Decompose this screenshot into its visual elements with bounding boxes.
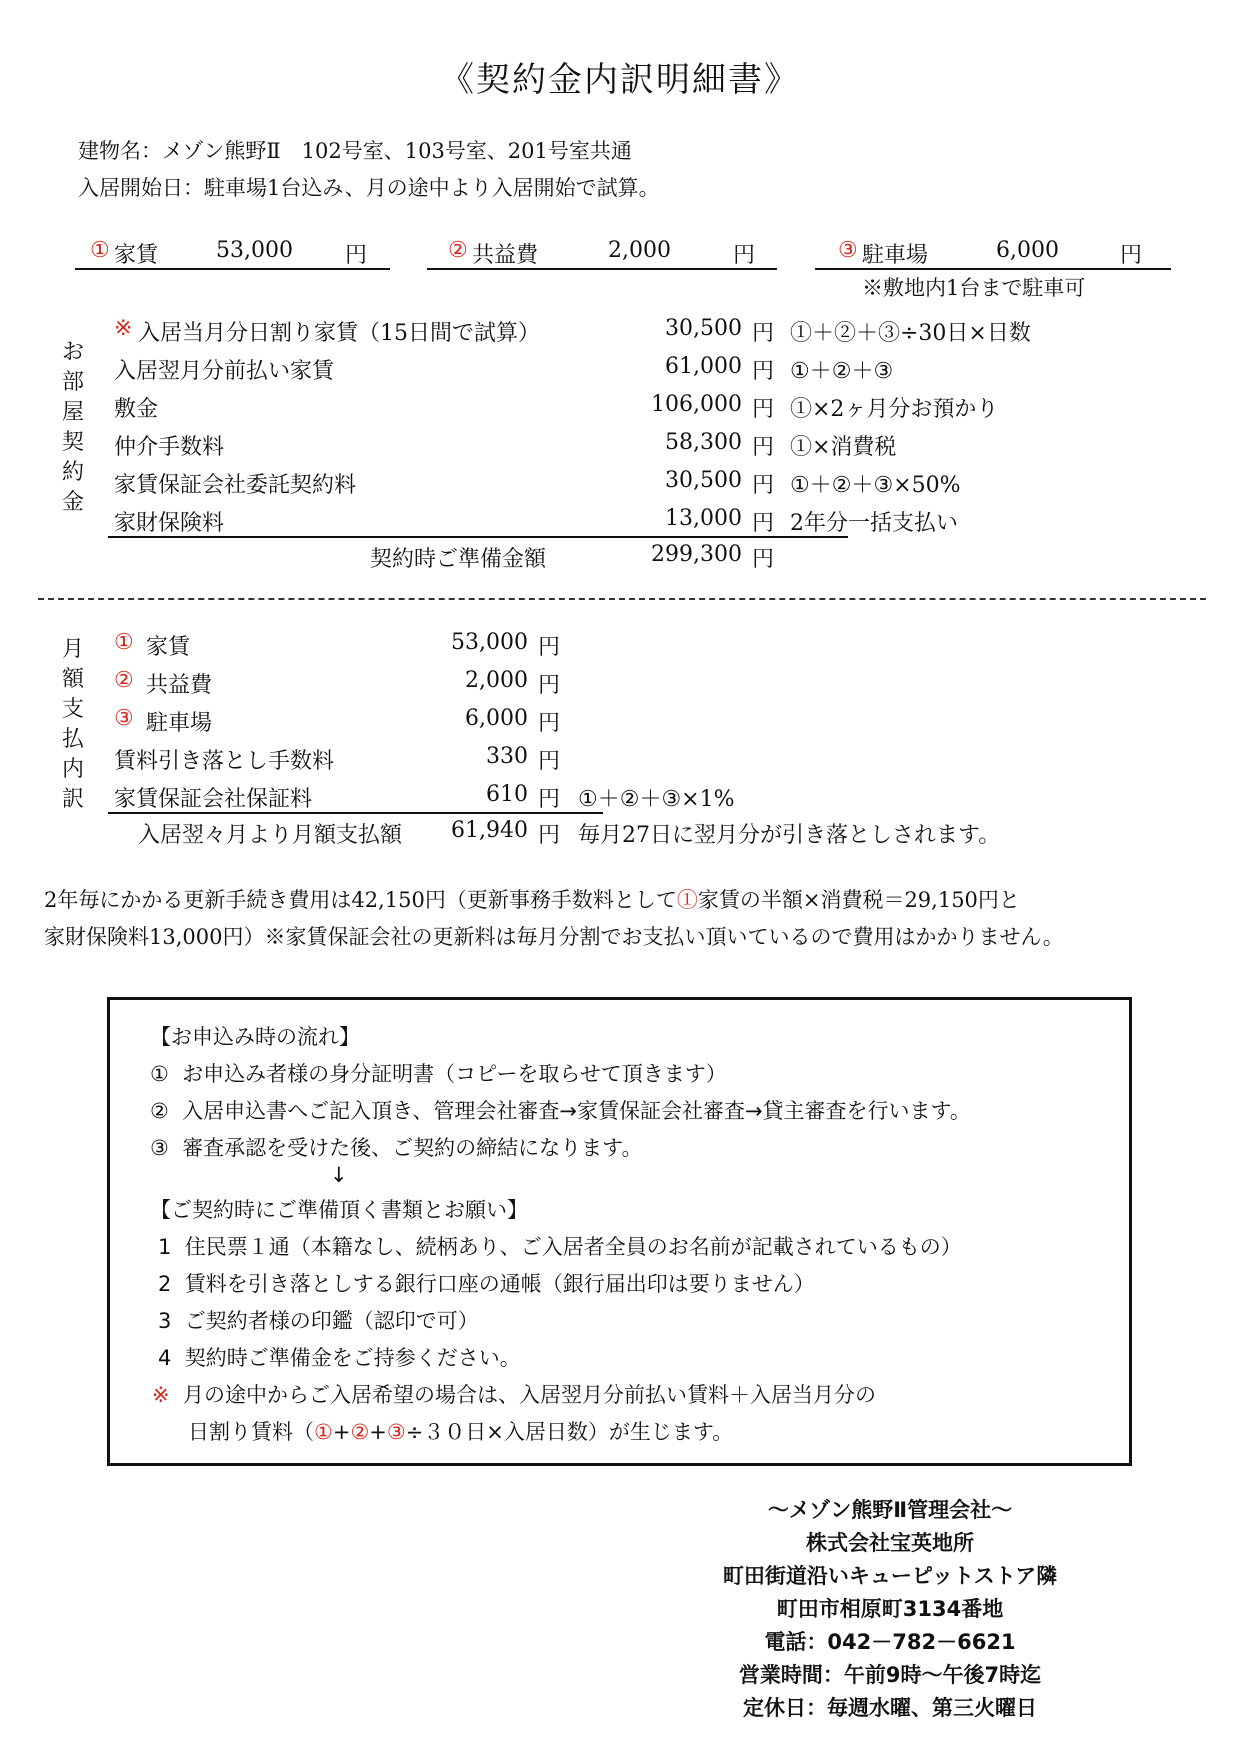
parking-note: ※敷地内1台まで駐車可 <box>862 276 1086 300</box>
flow-heading: 【お申込み時の流れ】 <box>150 1025 360 1049</box>
down-arrow-icon: ↓ <box>330 1163 348 1187</box>
parking-label: 駐車場 <box>862 243 929 268</box>
total-amount: 299,300 <box>651 542 742 567</box>
side-char: 支 <box>61 697 84 722</box>
row-amount: 53,000 <box>451 630 528 655</box>
doc-number: 4 <box>158 1346 172 1370</box>
company-phone: 電話：042－782－6621 <box>764 1630 1016 1654</box>
side-char: 訳 <box>61 787 84 812</box>
total-amount: 61,940 <box>451 818 528 843</box>
row-note: ①＋②＋③×1% <box>578 787 735 812</box>
note-plus: + <box>332 1420 351 1444</box>
row-label: 家賃保証会社委託契約料 <box>114 473 357 498</box>
flow-step <box>150 1095 971 1125</box>
row-note: ①×消費税 <box>790 435 897 460</box>
doc-number: 1 <box>158 1235 172 1259</box>
section-divider <box>38 598 1206 600</box>
doc-text: 賃料を引き落としする銀行口座の通帳（銀行届出印は要りません） <box>184 1272 815 1296</box>
renewal-text: 2年毎にかかる更新手続き費用は42,150円（更新事務手数料として <box>44 888 677 912</box>
total-label: 入居翌々月より月額支払額 <box>138 823 403 848</box>
side-char: 約 <box>61 460 84 485</box>
company-holidays: 定休日：毎週水曜、第三火曜日 <box>743 1696 1037 1720</box>
row-amount: 6,000 <box>465 706 528 731</box>
company-name: 株式会社宝英地所 <box>806 1531 974 1555</box>
note-mark: ③ <box>386 1420 406 1444</box>
contract-side-label <box>58 338 88 518</box>
row-unit: 円 <box>538 673 561 698</box>
rent-mark: ① <box>90 238 110 263</box>
side-char: 金 <box>61 490 84 515</box>
step-text: お申込み者様の身分証明書（コピーを取らせて頂きます） <box>182 1062 727 1086</box>
note-text: 日割り賃料（ <box>188 1420 314 1444</box>
building-name: 建物名：メゾン熊野Ⅱ 102号室、103号室、201号室共通 <box>78 139 632 163</box>
row-mark: ① <box>114 630 134 655</box>
renewal-mark: ① <box>676 888 698 912</box>
note-mark: ① <box>314 1420 333 1444</box>
rent-label: 家賃 <box>114 243 159 268</box>
rent-unit: 円 <box>345 243 368 268</box>
row-amount: 13,000 <box>665 506 742 531</box>
row-amount: 106,000 <box>651 392 742 417</box>
common-unit: 円 <box>733 243 756 268</box>
row-unit: 円 <box>538 635 561 660</box>
row-amount: 61,000 <box>665 354 742 379</box>
step-text: 入居申込書へご記入頂き、管理会社審査→家賃保証会社審査→貸主審査を行います。 <box>182 1099 971 1123</box>
common-label: 共益費 <box>472 243 539 268</box>
row-unit: 円 <box>752 397 775 422</box>
total-unit: 円 <box>538 823 561 848</box>
doc-text: 契約時ご準備金をご持参ください。 <box>184 1346 521 1370</box>
row-label: 家賃 <box>146 635 191 660</box>
row-unit: 円 <box>752 511 775 536</box>
row-label: 入居翌月分前払い家賃 <box>114 359 335 384</box>
parking-mark: ③ <box>838 238 858 263</box>
doc-text: 住民票１通（本籍なし、続柄あり、ご入居者全員のお名前が記載されているもの） <box>184 1235 962 1259</box>
row-label: 家賃保証会社保証料 <box>114 787 313 812</box>
side-char: 契 <box>61 430 84 455</box>
rent-amount: 53,000 <box>216 238 293 263</box>
side-char: お <box>61 340 84 365</box>
row-unit: 円 <box>538 749 561 774</box>
parking-amount: 6,000 <box>996 238 1059 263</box>
document-item <box>158 1342 521 1372</box>
common-mark: ② <box>448 238 468 263</box>
note-line-2 <box>188 1416 733 1446</box>
row-label: 敷金 <box>114 397 159 422</box>
rent-underline <box>75 268 390 270</box>
company-address: 町田市相原町3134番地 <box>776 1597 1004 1621</box>
note-text: 月の途中からご入居希望の場合は、入居翌月分前払い賃料＋入居当月分の <box>182 1383 876 1407</box>
row-unit: 円 <box>538 787 561 812</box>
row-label: 入居当月分日割り家賃（15日間で試算） <box>138 321 540 346</box>
side-char: 屋 <box>61 400 84 425</box>
document-item <box>158 1305 479 1335</box>
contract-total-rule <box>108 536 848 538</box>
document-item <box>158 1231 962 1261</box>
side-char: 払 <box>61 727 84 752</box>
renewal-line-1 <box>44 884 1020 914</box>
doc-number: 3 <box>158 1309 172 1333</box>
document-title: 《契約金内訳明細書》 <box>440 60 800 100</box>
row-amount: 2,000 <box>465 668 528 693</box>
row-label: 仲介手数料 <box>114 435 225 460</box>
flow-step <box>150 1132 643 1162</box>
total-label: 契約時ご準備金額 <box>370 547 547 572</box>
side-char: 部 <box>61 370 84 395</box>
parking-unit: 円 <box>1120 243 1143 268</box>
move-in-note: 入居開始日：駐車場1台込み、月の途中より入居開始で試算。 <box>78 176 660 200</box>
company-landmark: 町田街道沿いキューピットストア隣 <box>722 1564 1058 1588</box>
doc-number: 2 <box>158 1272 172 1296</box>
step-number: ① <box>150 1062 169 1086</box>
row-mark: ※ <box>114 316 133 341</box>
parking-underline <box>815 268 1171 270</box>
row-amount: 58,300 <box>665 430 742 455</box>
row-unit: 円 <box>752 473 775 498</box>
step-number: ② <box>150 1099 169 1123</box>
row-note: ①＋②＋③×50% <box>790 473 961 498</box>
row-label: 駐車場 <box>146 711 213 736</box>
note-line-1 <box>152 1379 876 1409</box>
row-unit: 円 <box>752 321 775 346</box>
renewal-line-2: 家財保険料13,000円）※家賃保証会社の更新料は毎月分割でお支払い頂いているので費用はかかりません。 <box>44 925 1064 949</box>
side-char: 月 <box>61 637 84 662</box>
common-amount: 2,000 <box>608 238 671 263</box>
flow-step <box>150 1058 727 1088</box>
row-amount: 30,500 <box>665 316 742 341</box>
row-amount: 330 <box>486 744 528 769</box>
row-unit: 円 <box>752 359 775 384</box>
row-mark: ③ <box>114 706 134 731</box>
row-label: 家財保険料 <box>114 511 225 536</box>
note-text: ÷３０日×入居日数）が生じます。 <box>405 1420 734 1444</box>
row-mark: ② <box>114 668 134 693</box>
row-label: 共益費 <box>146 673 213 698</box>
row-note: ①＋②＋③ <box>790 359 894 384</box>
document-item <box>158 1268 815 1298</box>
row-amount: 30,500 <box>665 468 742 493</box>
total-unit: 円 <box>752 547 775 572</box>
row-note: ①＋②＋③÷30日×日数 <box>790 321 1031 346</box>
doc-text: ご契約者様の印鑑（認印で可） <box>184 1309 479 1333</box>
company-tagline: ～メゾン熊野Ⅱ管理会社～ <box>767 1498 1013 1522</box>
step-text: 審査承認を受けた後、ご契約の締結になります。 <box>182 1136 643 1160</box>
row-amount: 610 <box>486 782 528 807</box>
renewal-text: 家賃の半額×消費税＝29,150円と <box>697 888 1020 912</box>
row-note: ①×2ヶ月分お預かり <box>790 397 999 422</box>
side-char: 額 <box>61 667 84 692</box>
monthly-total-rule <box>108 812 603 814</box>
side-char: 内 <box>61 757 84 782</box>
row-label: 賃料引き落とし手数料 <box>114 749 335 774</box>
note-mark: ② <box>350 1420 370 1444</box>
monthly-side-label <box>58 635 88 815</box>
total-note: 毎月27日に翌月分が引き落としされます。 <box>578 823 1001 848</box>
common-underline <box>427 268 777 270</box>
step-number: ③ <box>150 1136 169 1160</box>
company-hours: 営業時間：午前9時～午後7時迄 <box>738 1663 1042 1687</box>
row-unit: 円 <box>752 435 775 460</box>
note-plus: + <box>369 1420 387 1444</box>
documents-heading: 【ご契約時にご準備頂く書類とお願い】 <box>150 1198 528 1222</box>
row-note: 2年分一括支払い <box>790 511 958 536</box>
row-unit: 円 <box>538 711 561 736</box>
note-mark: ※ <box>152 1383 170 1407</box>
